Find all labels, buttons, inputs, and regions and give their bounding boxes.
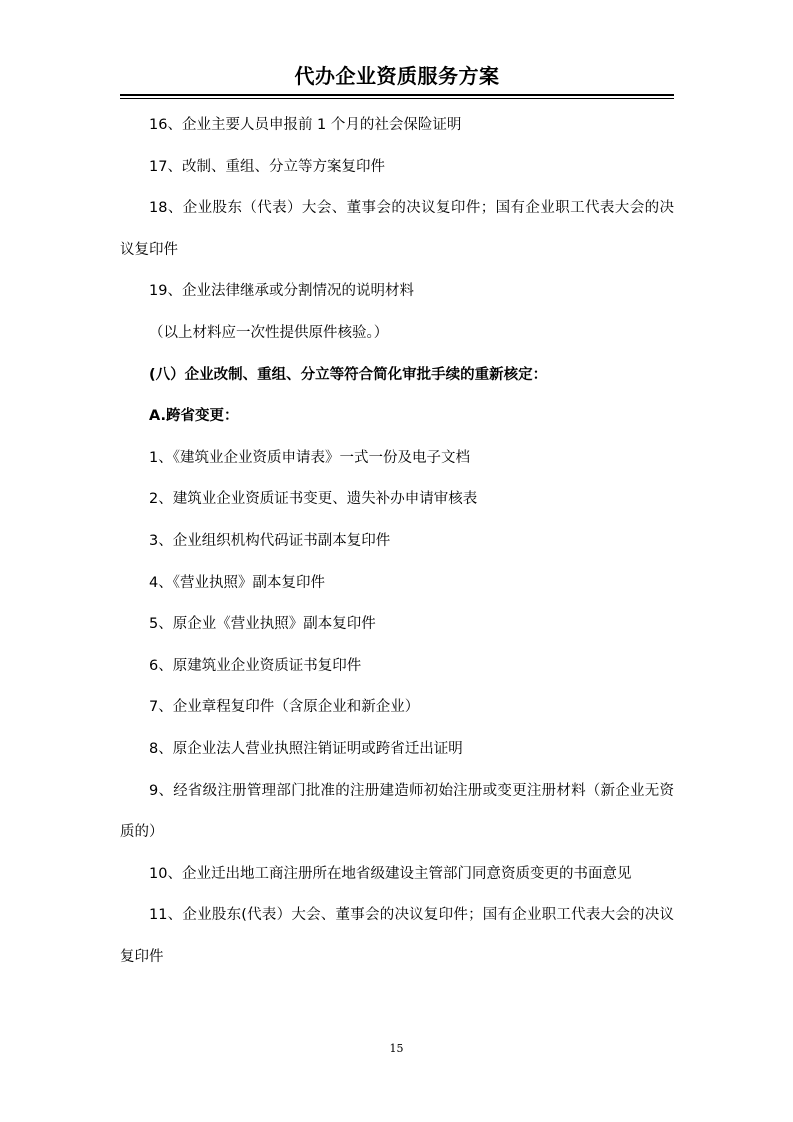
header-rule-thick: [120, 94, 674, 96]
list-item-5: 5、原企业《营业执照》副本复印件: [149, 616, 376, 633]
paragraph-19: 19、企业法律继承或分割情况的说明材料: [149, 283, 414, 300]
page-header: [120, 62, 674, 90]
page-number: 15: [389, 1042, 404, 1055]
list-item-7: 7、企业章程复印件（含原企业和新企业）: [149, 699, 420, 716]
note-original-verification: （以上材料应一次性提供原件核验。）: [149, 324, 389, 341]
list-item-3: 3、企业组织机构代码证书副本复印件: [149, 532, 391, 549]
list-item-6: 6、原建筑业企业资质证书复印件: [149, 657, 362, 674]
subsection-heading-a: A.跨省变更：: [149, 408, 239, 425]
paragraph-16: 16、企业主要人员申报前 1 个月的社会保险证明: [149, 117, 462, 133]
paragraph-18: 18、企业股东（代表）大会、董事会的决议复印件；国有企业职工代表大会的决议复印件: [120, 200, 674, 258]
list-item-2: 2、建筑业企业资质证书变更、遗失补办申请审核表: [149, 491, 478, 508]
list-item-11: 11、企业股东(代表）大会、董事会的决议复印件；国有企业职工代表大会的决议复印件: [120, 907, 674, 965]
header-rule-thin: [120, 98, 674, 99]
section-heading-8: (八）企业改制、重组、分立等符合简化审批手续的重新核定：: [149, 366, 548, 383]
list-item-9: 9、经省级注册管理部门批准的注册建造师初始注册或变更注册材料（新企业无资质的）: [120, 782, 674, 841]
list-item-4: 4、《营业执照》副本复印件: [149, 574, 325, 591]
list-item-8: 8、原企业法人营业执照注销证明或跨省迁出证明: [149, 740, 463, 757]
list-item-1: 1、《建筑业企业资质申请表》一式一份及电子文档: [149, 449, 470, 466]
list-item-10: 10、企业迁出地工商注册所在地省级建设主管部门同意资质变更的书面意见: [149, 865, 632, 882]
paragraph-17: 17、改制、重组、分立等方案复印件: [149, 158, 385, 175]
document-title: 代办企业资质服务方案: [294, 64, 500, 88]
document-body: [120, 105, 674, 978]
